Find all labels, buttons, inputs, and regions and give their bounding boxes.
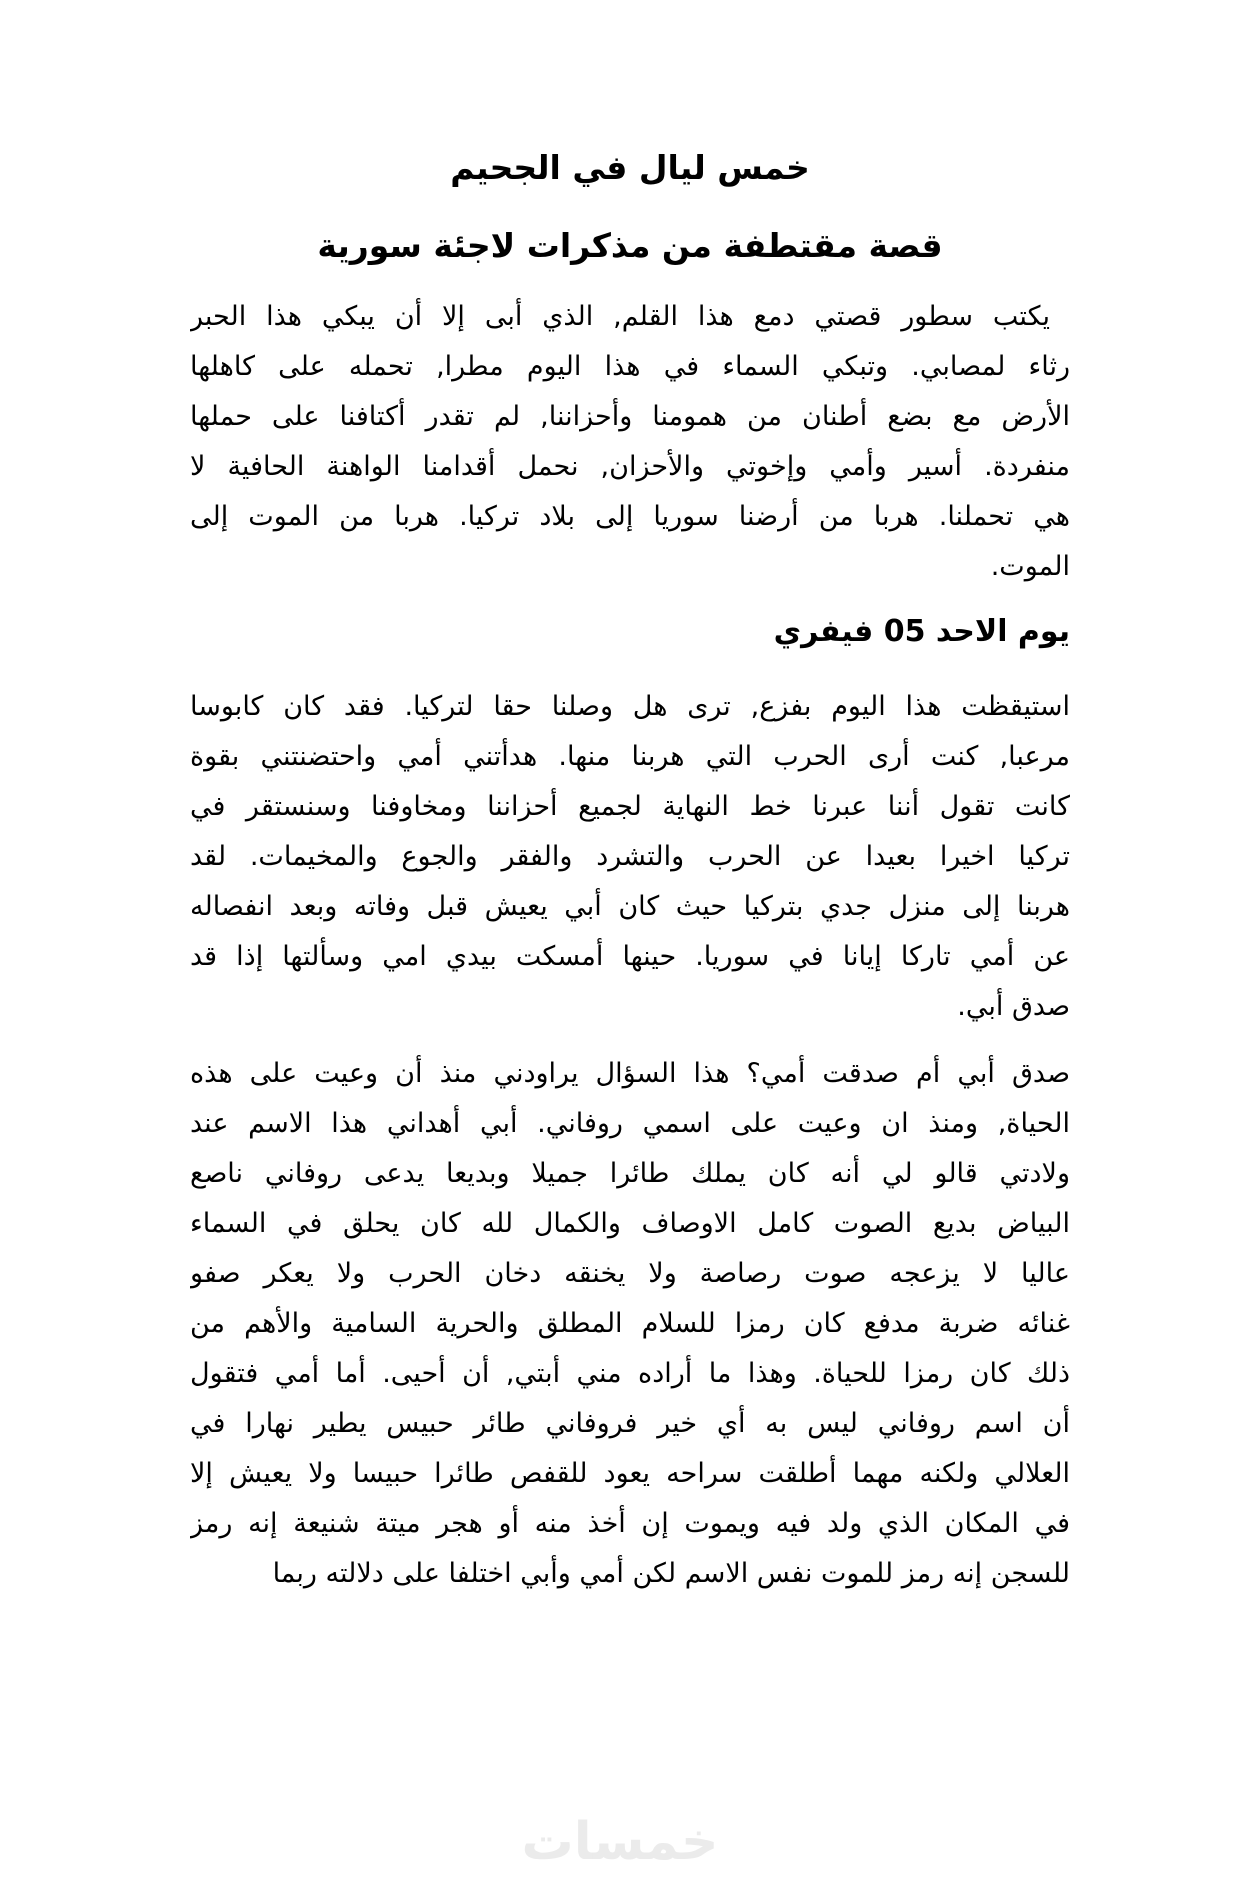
text-line: كانت تقول أننا عبرنا خط النهاية لجميع أحزاننا ومخاوفنا وسنستقر في bbox=[190, 791, 1070, 822]
text-line: الأرض مع بضع أطنان من همومنا وأحزاننا, لم تقدر أكتافنا على حملها bbox=[190, 401, 1070, 432]
text-line: للسجن إنه رمز للموت نفس الاسم لكن أمي وأبي اختلفا على دلالته ربما bbox=[272, 1558, 1070, 1589]
text-line: في المكان الذي ولد فيه ويموت إن أخذ منه أو هجر ميتة شنيعة إنه رمز bbox=[190, 1508, 1070, 1539]
text-line: رثاء لمصابي. وتبكي السماء في هذا اليوم مطرا, تحمله على كاهلها bbox=[190, 351, 1070, 382]
text-line: تركيا اخيرا بعيدا عن الحرب والتشرد والفقر والجوع والمخيمات. لقد bbox=[190, 841, 1070, 872]
text-line: هربنا إلى منزل جدي بتركيا حيث كان أبي يعيش قبل وفاته وبعد انفصاله bbox=[190, 891, 1070, 922]
text-line: الموت. bbox=[990, 551, 1070, 582]
diary-date-heading: يوم الاحد 05 فيفري bbox=[773, 614, 1070, 649]
text-line: صدق أبي. bbox=[957, 991, 1070, 1022]
page-subtitle: قصة مقتطفة من مذكرات لاجئة سورية bbox=[317, 226, 943, 265]
intro-paragraph bbox=[190, 292, 1070, 592]
text-line: أن اسم روفاني ليس به أي خير فروفاني طائر حبيس يطير نهارا في bbox=[190, 1408, 1070, 1439]
document-page bbox=[0, 144, 1240, 1599]
text-line: يكتب سطور قصتي دمع هذا القلم, الذي أبى إلا أن يبكي هذا الحبر bbox=[190, 301, 1050, 332]
khamsat-watermark: خمسات bbox=[521, 1812, 719, 1872]
text-line: البياض بديع الصوت كامل الاوصاف والكمال لله كان يحلق في السماء bbox=[190, 1208, 1070, 1239]
text-line: هي تحملنا. هربا من أرضنا سوريا إلى بلاد تركيا. هربا من الموت إلى bbox=[190, 501, 1070, 532]
entry-paragraph-1 bbox=[190, 682, 1070, 1032]
text-line: العلالي ولكنه مهما أطلقت سراحه يعود للقفص طائرا حبيسا ولا يعيش إلا bbox=[190, 1458, 1070, 1489]
text-line: ذلك كان رمزا للحياة. وهذا ما أراده مني أبتي, أن أحيى. أما أمي فتقول bbox=[190, 1358, 1070, 1389]
text-line: مرعبا, كنت أرى الحرب التي هربنا منها. هدأتني أمي واحتضنتني بقوة bbox=[190, 741, 1070, 772]
text-line: عاليا لا يزعجه صوت رصاصة ولا يخنقه دخان الحرب ولا يعكر صفو bbox=[190, 1258, 1070, 1289]
entry-paragraph-2 bbox=[190, 1049, 1070, 1599]
text-line: عن أمي تاركا إيانا في سوريا. حينها أمسكت بيدي امي وسألتها إذا قد bbox=[190, 941, 1070, 972]
text-line: ولادتي قالو لي أنه كان يملك طائرا جميلا وبديعا يدعى روفاني ناصع bbox=[190, 1158, 1070, 1189]
text-line: منفردة. أسير وأمي وإخوتي والأحزان, نحمل أقدامنا الواهنة الحافية لا bbox=[190, 451, 1070, 482]
page-title: خمس ليال في الجحيم bbox=[450, 148, 810, 187]
text-line: صدق أبي أم صدقت أمي؟ هذا السؤال يراودني منذ أن وعيت على هذه bbox=[190, 1058, 1070, 1089]
text-line: غنائه ضربة مدفع كان رمزا للسلام المطلق والحرية السامية والأهم من bbox=[190, 1308, 1070, 1339]
text-line: الحياة, ومنذ ان وعيت على اسمي روفاني. أبي أهداني هذا الاسم عند bbox=[190, 1108, 1070, 1139]
document-canvas bbox=[0, 144, 1240, 1899]
text-line: استيقظت هذا اليوم بفزع, ترى هل وصلنا حقا لتركيا. فقد كان كابوسا bbox=[190, 691, 1070, 722]
